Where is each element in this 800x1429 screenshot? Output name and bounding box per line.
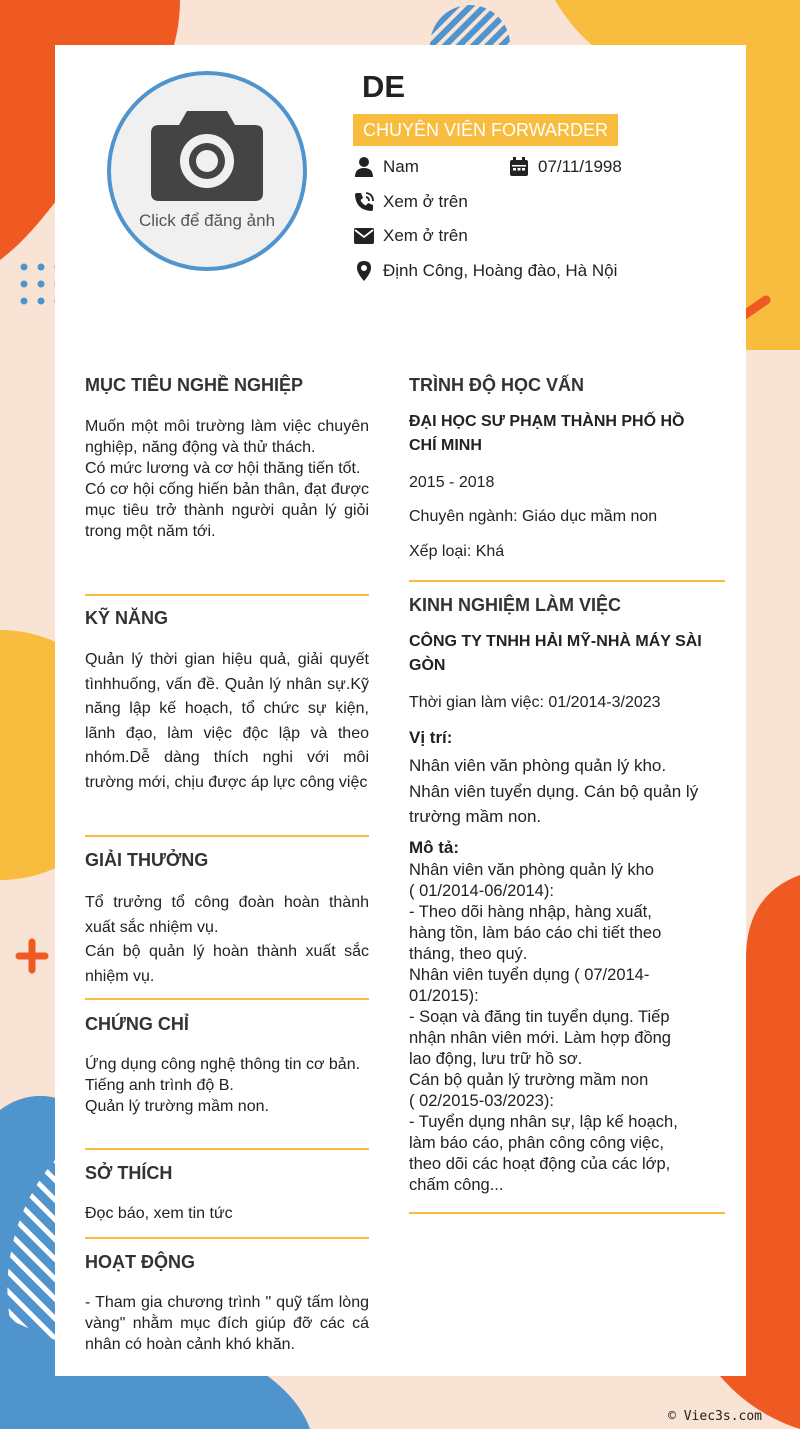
- certificate-line: Quản lý trường mầm non.: [85, 1098, 269, 1115]
- position-label: Vị trí:: [409, 728, 453, 747]
- description-line: ( 02/2015-03/2023):: [409, 1092, 554, 1110]
- description-line: theo dõi các hoạt động của các lớp,: [409, 1155, 671, 1173]
- copyright-footer: © Viec3s.com: [668, 1409, 762, 1424]
- education-major: Chuyên ngành: Giáo dục mầm non: [409, 508, 658, 525]
- job-title-badge: CHUYÊN VIÊN FORWARDER: [353, 114, 618, 146]
- position-line: Nhân viên văn phòng quản lý kho.: [409, 756, 667, 775]
- section-divider: [85, 1237, 369, 1239]
- resume-card: [55, 45, 746, 1376]
- description-line: hàng tồn, làm báo cáo chi tiết theo: [409, 924, 662, 942]
- description-line: - Tuyển dụng nhân sự, lập kế hoạch,: [409, 1113, 678, 1131]
- description-line: ( 01/2014-06/2014):: [409, 882, 554, 900]
- objective-line: Có mức lương và cơ hội thăng tiến tốt.: [85, 460, 361, 477]
- candidate-name: DE: [362, 69, 406, 104]
- avatar-upload-label: Click để đăng ảnh: [138, 211, 276, 230]
- description-line: - Theo dõi hàng nhập, hàng xuất,: [409, 903, 652, 921]
- birthday-value: 07/11/1998: [538, 157, 622, 176]
- mail-icon: [353, 225, 375, 247]
- description-label: Mô tả:: [409, 838, 460, 857]
- gender-value: Nam: [383, 157, 419, 176]
- certificates-title: CHỨNG CHỈ: [85, 1014, 189, 1034]
- certificate-line: Tiếng anh trình độ B.: [85, 1077, 234, 1094]
- award-line: Tổ trưởng tổ công đoàn hoàn thành xuất sắc nhiệm vụ.: [85, 894, 369, 936]
- experience-company: CÔNG TY TNHH HẢI MỸ-NHÀ MÁY SÀI GÒN: [409, 633, 702, 674]
- objective-text: [85, 416, 369, 542]
- email-value: Xem ở trên: [383, 226, 468, 245]
- education-school: ĐẠI HỌC SƯ PHẠM THÀNH PHỐ HỒ CHÍ MINH: [409, 413, 685, 454]
- phone-value: Xem ở trên: [383, 192, 468, 211]
- awards-title: GIẢI THƯỞNG: [85, 850, 209, 870]
- section-divider: [85, 835, 369, 837]
- education-period: 2015 - 2018: [409, 474, 495, 491]
- position-line: trường mầm non.: [409, 807, 542, 826]
- calendar-icon: [508, 156, 530, 178]
- section-divider: [409, 580, 725, 582]
- position-line: Nhân viên tuyển dụng. Cán bộ quản lý: [409, 781, 699, 801]
- description-line: 01/2015):: [409, 987, 479, 1005]
- certificate-line: Ứng dụng công nghệ thông tin cơ bản.: [85, 1056, 361, 1073]
- objective-line: Có cơ hội cống hiến bản thân, đạt được mục tiêu trở thành người quản lý giỏi trong một năm tới.: [85, 481, 369, 540]
- skills-title: KỸ NĂNG: [85, 608, 169, 628]
- hobbies-text: Đọc báo, xem tin tức: [85, 1205, 233, 1222]
- education-title: TRÌNH ĐỘ HỌC VẤN: [409, 375, 584, 395]
- awards-text: [85, 891, 369, 989]
- skills-text: Quản lý thời gian hiệu quả, giải quyết tìnhhuống, vấn đề. Quản lý nhân sự.Kỹ năng lập kế hoạch, tổ chức sự kiện, lãnh đạo, làm việc độc lập và theo nhóm.Dễ dàng thích nghi với môi trường mới, chịu được áp lực công việc: [85, 651, 369, 791]
- description-line: chấm công...: [409, 1176, 504, 1194]
- phone-icon: [353, 191, 375, 213]
- description-line: Cán bộ quản lý trường mầm non: [409, 1071, 649, 1089]
- description-line: Nhân viên văn phòng quản lý kho: [409, 861, 654, 879]
- hobbies-title: SỞ THÍCH: [85, 1163, 173, 1183]
- description-line: tháng, theo quý.: [409, 945, 528, 963]
- description-line: làm báo cáo, phân công công việc,: [409, 1134, 665, 1152]
- description-line: - Soạn và đăng tin tuyển dụng. Tiếp: [409, 1008, 670, 1026]
- objective-title: MỤC TIÊU NGHỀ NGHIỆP: [85, 375, 304, 395]
- description-line: Nhân viên tuyển dụng ( 07/2014-: [409, 966, 650, 984]
- user-icon: [353, 156, 375, 178]
- description-line: nhận nhân viên mới. Làm hợp đồng: [409, 1029, 671, 1047]
- section-divider: [85, 594, 369, 596]
- experience-period: Thời gian làm việc: 01/2014-3/2023: [409, 694, 661, 711]
- camera-icon: [149, 103, 265, 203]
- section-divider: [85, 1148, 369, 1150]
- location-icon: [353, 260, 375, 282]
- award-line: Cán bộ quản lý hoàn thành xuất sắc nhiệm vụ.: [85, 943, 369, 985]
- objective-line: Muốn một môi trường làm việc chuyên nghiệp, năng động và thử thách.: [85, 418, 369, 456]
- position-text: [409, 753, 725, 830]
- certificates-text: [85, 1054, 369, 1117]
- section-divider: [409, 1212, 725, 1214]
- education-grade: Xếp loại: Khá: [409, 543, 505, 560]
- activities-title: HOẠT ĐỘNG: [85, 1252, 195, 1272]
- description-line: lao động, lưu trữ hồ sơ.: [409, 1050, 583, 1068]
- avatar-upload[interactable]: [107, 71, 307, 271]
- activities-text: - Tham gia chương trình " quỹ tấm lòng vàng" nhằm mục đích giúp đỡ các cá nhân có hoàn cảnh khó khăn.: [85, 1294, 369, 1353]
- experience-title: KINH NGHIỆM LÀM VIỆC: [409, 595, 622, 615]
- section-divider: [85, 998, 369, 1000]
- description-text: [409, 860, 725, 1196]
- address-value: Định Công, Hoàng đào, Hà Nội: [383, 261, 618, 280]
